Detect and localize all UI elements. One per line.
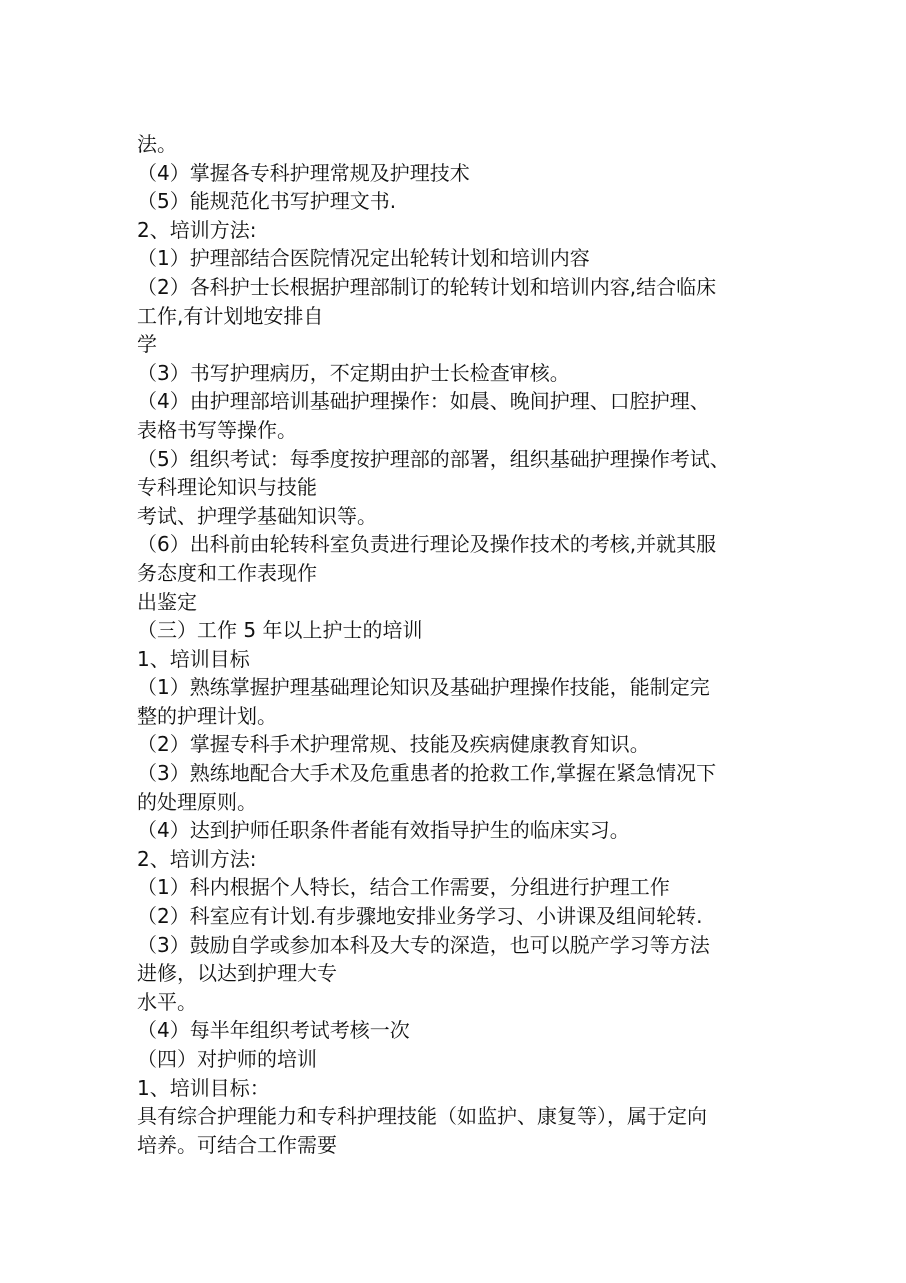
text-line: （6）出科前由轮转科室负责进行理论及操作技术的考核,并就其服 xyxy=(137,532,717,557)
text-line: 具有综合护理能力和专科护理技能（如监护、康复等），属于定向 xyxy=(137,1104,707,1129)
text-line: （3）鼓励自学或参加本科及大专的深造，也可以脱产学习等方法 xyxy=(137,932,710,957)
text-line: 法。 xyxy=(137,132,177,156)
text-line: 进修，以达到护理大专 xyxy=(137,961,337,986)
text-line: 培养。可结合工作需要 xyxy=(137,1132,337,1157)
text-line: （1）科内根据个人特长，结合工作需要，分组进行护理工作 xyxy=(137,875,670,900)
section-heading: 1、培训目标： xyxy=(137,1075,270,1100)
section-heading: （四）对护师的培训 xyxy=(137,1047,317,1071)
section-heading: 2、培训方法: xyxy=(137,217,257,242)
text-line: （4）掌握各专科护理常规及护理技术 xyxy=(137,160,470,185)
text-line: 水平。 xyxy=(137,989,197,1014)
text-line: （2）各科护士长根据护理部制订的轮转计划和培训内容,结合临床 xyxy=(137,274,717,299)
text-line: （4）由护理部培训基础护理操作：如晨、晚间护理、口腔护理、 xyxy=(137,389,710,414)
document-body xyxy=(137,130,777,1159)
text-line: （1）护理部结合医院情况定出轮转计划和培训内容 xyxy=(137,246,590,271)
text-line: （1）熟练掌握护理基础理论知识及基础护理操作技能，能制定完 xyxy=(137,675,710,700)
text-line: （5）能规范化书写护理文书. xyxy=(137,189,397,214)
text-line: 工作,有计划地安排自 xyxy=(137,303,324,328)
text-line: 考试、护理学基础知识等。 xyxy=(137,503,377,528)
section-heading: 2、培训方法: xyxy=(137,846,257,871)
text-line: 出鉴定 xyxy=(137,589,197,614)
text-line: （4）每半年组织考试考核一次 xyxy=(137,1018,410,1043)
text-line: 的处理原则。 xyxy=(137,789,257,814)
text-line: （2）掌握专科手术护理常规、技能及疾病健康教育知识。 xyxy=(137,732,650,757)
text-line: 专科理论知识与技能 xyxy=(137,475,317,500)
text-line: （2）科室应有计划.有步骤地安排业务学习、小讲课及组间轮转. xyxy=(137,904,703,929)
text-line: 整的护理计划。 xyxy=(137,703,277,728)
text-line: 务态度和工作表现作 xyxy=(137,560,317,585)
text-line: 学 xyxy=(137,332,157,357)
section-heading: （三）工作 5 年以上护士的培训 xyxy=(137,618,423,643)
text-line: 表格书写等操作。 xyxy=(137,417,297,442)
text-line: （3）熟练地配合大手术及危重患者的抢救工作,掌握在紧急情况下 xyxy=(137,761,717,786)
text-line: （3）书写护理病历，不定期由护士长检查审核。 xyxy=(137,360,570,385)
text-line: （4）达到护师任职条件者能有效指导护生的临床实习。 xyxy=(137,818,630,843)
text-line: （5）组织考试：每季度按护理部的部署，组织基础护理操作考试、 xyxy=(137,446,730,471)
section-heading: 1、培训目标 xyxy=(137,646,250,671)
